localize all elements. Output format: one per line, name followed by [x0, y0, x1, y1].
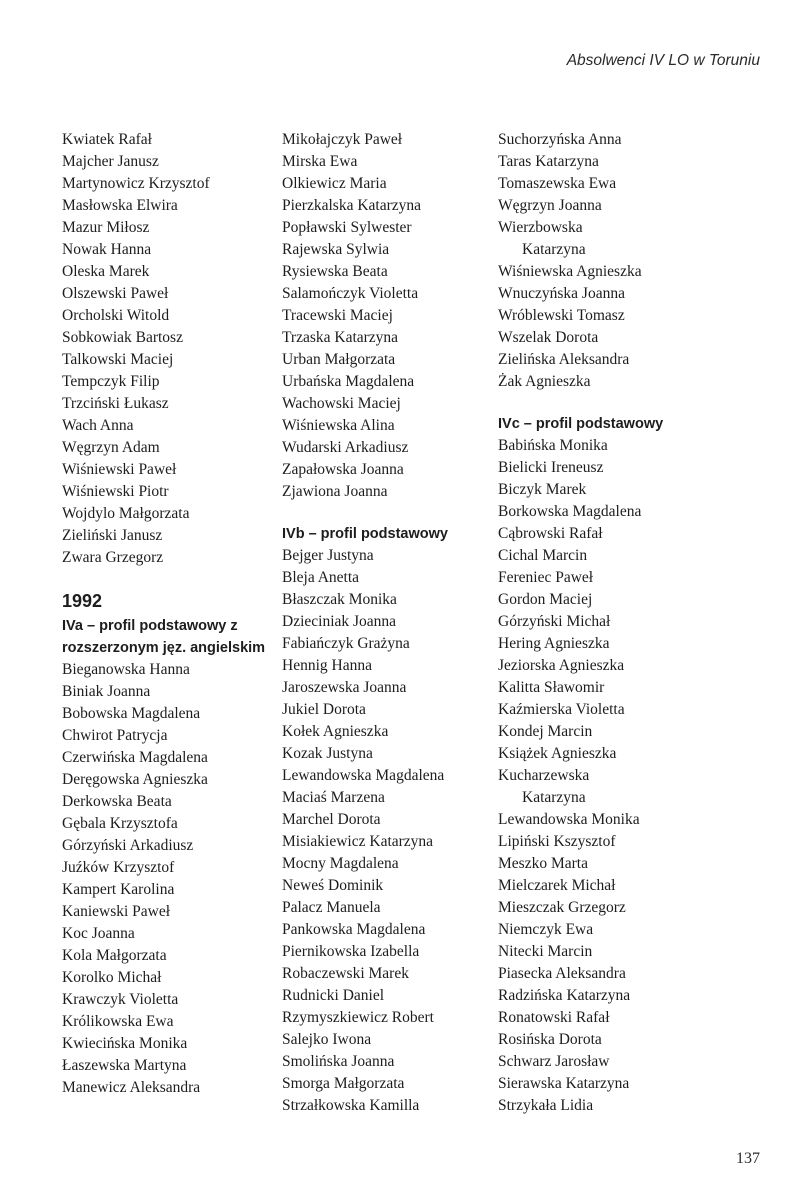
graduate-name: Bobowska Magdalena	[62, 705, 201, 722]
graduate-name: Orcholski Witold	[62, 307, 170, 324]
graduate-name: Sobkowiak Bartosz	[62, 329, 183, 346]
graduate-name: Kwiecińska Monika	[62, 1035, 188, 1052]
graduate-name: Kucharzewska	[498, 767, 590, 784]
graduate-name: Jaroszewska Joanna	[282, 679, 407, 696]
graduate-name: Palacz Manuela	[282, 899, 381, 916]
graduate-name: Bieganowska Hanna	[62, 661, 190, 678]
graduate-name: Gębala Krzysztofa	[62, 815, 178, 832]
graduate-name: Trzaska Katarzyna	[282, 329, 399, 346]
year-heading: 1992	[62, 591, 103, 611]
graduate-name: Misiakiewicz Katarzyna	[282, 833, 434, 850]
graduate-name: Korolko Michał	[62, 969, 162, 986]
graduate-name: Królikowska Ewa	[62, 1013, 174, 1030]
graduate-name: Kalitta Sławomir	[498, 679, 605, 696]
section-gap	[282, 503, 492, 523]
graduate-name: Zwara Grzegorz	[62, 549, 164, 566]
graduate-name: Mikołajczyk Paweł	[282, 131, 403, 148]
graduate-name: Kondej Marcin	[498, 723, 593, 740]
graduate-name: Derkowska Beata	[62, 793, 172, 810]
graduate-name: Mielczarek Michał	[498, 877, 616, 894]
graduate-name: Koc Joanna	[62, 925, 135, 942]
section-gap	[498, 393, 738, 413]
graduate-name: Piernikowska Izabella	[282, 943, 420, 960]
running-header: Absolwenci IV LO w Toruniu	[566, 52, 760, 69]
graduate-name: Kozak Justyna	[282, 745, 373, 762]
graduate-name: Rudnicki Daniel	[282, 987, 385, 1004]
graduate-name: Hennig Hanna	[282, 657, 372, 674]
graduate-name: Salejko Iwona	[282, 1031, 372, 1048]
graduate-name: Węgrzyn Adam	[62, 439, 160, 456]
graduate-name: Babińska Monika	[498, 437, 608, 454]
graduate-name: Strzałkowska Kamilla	[282, 1097, 420, 1114]
graduate-name: Pierzkalska Katarzyna	[282, 197, 422, 214]
graduate-name: Smolińska Joanna	[282, 1053, 395, 1070]
graduate-name: Lewandowska Monika	[498, 811, 640, 828]
graduate-name: Wiśniewska Alina	[282, 417, 395, 434]
graduate-name: Lipiński Kszysztof	[498, 833, 616, 850]
graduate-name: Cąbrowski Rafał	[498, 525, 603, 542]
column-1	[62, 129, 272, 1099]
graduate-name: Maciaś Marzena	[282, 789, 385, 806]
column-2	[282, 129, 492, 1117]
graduate-name: Bielicki Ireneusz	[498, 459, 604, 476]
column-3	[498, 129, 738, 1117]
graduate-name: Wróblewski Tomasz	[498, 307, 625, 324]
graduate-name: Cichal Marcin	[498, 547, 588, 564]
graduate-name: Sierawska Katarzyna	[498, 1075, 630, 1092]
graduate-name: Urbańska Magdalena	[282, 373, 415, 390]
graduate-name-continuation: Katarzyna	[522, 241, 586, 258]
graduate-name: Marchel Dorota	[282, 811, 381, 828]
graduate-name: Kola Małgorzata	[62, 947, 167, 964]
graduate-name: Gordon Maciej	[498, 591, 593, 608]
graduate-name: Trzciński Łukasz	[62, 395, 169, 412]
graduate-name: Mazur Miłosz	[62, 219, 150, 236]
class-heading: IVa – profil podstawowy z rozszerzonym jęz. angielskim	[62, 618, 266, 656]
graduate-name: Dzieciniak Joanna	[282, 613, 397, 630]
graduate-name: Tomaszewska Ewa	[498, 175, 617, 192]
graduate-name: Zielińska Aleksandra	[498, 351, 630, 368]
graduate-name: Zieliński Janusz	[62, 527, 163, 544]
graduate-name: Wiśniewska Agnieszka	[498, 263, 642, 280]
graduate-name: Rysiewska Beata	[282, 263, 388, 280]
graduate-name: Rosińska Dorota	[498, 1031, 602, 1048]
graduate-name: Kampert Karolina	[62, 881, 175, 898]
graduate-name: Juźków Krzysztof	[62, 859, 175, 876]
graduate-name: Tempczyk Filip	[62, 373, 160, 390]
graduate-name: Strzykała Lidia	[498, 1097, 594, 1114]
graduate-name: Wiśniewski Paweł	[62, 461, 177, 478]
graduate-name: Urban Małgorzata	[282, 351, 396, 368]
graduate-name: Radzińska Katarzyna	[498, 987, 631, 1004]
graduate-name: Wudarski Arkadiusz	[282, 439, 409, 456]
graduate-name: Zapałowska Joanna	[282, 461, 404, 478]
graduate-name: Majcher Janusz	[62, 153, 159, 170]
graduate-name: Masłowska Elwira	[62, 197, 178, 214]
graduate-name: Bleja Anetta	[282, 569, 360, 586]
graduate-name: Chwirot Patrycja	[62, 727, 168, 744]
graduate-name: Manewicz Aleksandra	[62, 1079, 201, 1096]
graduate-name: Tracewski Maciej	[282, 307, 393, 324]
graduate-name: Jukiel Dorota	[282, 701, 366, 718]
graduate-name: Wnuczyńska Joanna	[498, 285, 625, 302]
graduate-name: Nitecki Marcin	[498, 943, 593, 960]
graduate-name: Ronatowski Rafał	[498, 1009, 610, 1026]
graduate-name: Kwiatek Rafał	[62, 131, 152, 148]
graduate-name: Oleska Marek	[62, 263, 150, 280]
graduate-name: Książek Agnieszka	[498, 745, 617, 762]
graduate-name: Wach Anna	[62, 417, 134, 434]
graduate-name: Borkowska Magdalena	[498, 503, 642, 520]
graduate-name: Lewandowska Magdalena	[282, 767, 445, 784]
graduate-name: Fabiańczyk Grażyna	[282, 635, 410, 652]
graduate-name: Meszko Marta	[498, 855, 588, 872]
graduate-name: Bejger Justyna	[282, 547, 374, 564]
graduate-name-continuation: Katarzyna	[522, 789, 586, 806]
graduate-name: Schwarz Jarosław	[498, 1053, 610, 1070]
graduate-name: Suchorzyńska Anna	[498, 131, 622, 148]
graduate-name: Krawczyk Violetta	[62, 991, 179, 1008]
graduate-name: Rzymyszkiewicz Robert	[282, 1009, 434, 1026]
graduate-name: Wierzbowska	[498, 219, 583, 236]
graduate-name: Nowak Hanna	[62, 241, 152, 258]
graduate-name: Mieszczak Grzegorz	[498, 899, 626, 916]
graduate-name: Żak Agnieszka	[498, 373, 591, 390]
graduate-name: Biczyk Marek	[498, 481, 587, 498]
graduate-name: Błaszczak Monika	[282, 591, 397, 608]
graduate-name: Wachowski Maciej	[282, 395, 401, 412]
graduate-name: Mirska Ewa	[282, 153, 358, 170]
graduate-name: Kołek Agnieszka	[282, 723, 389, 740]
graduate-name: Łaszewska Martyna	[62, 1057, 187, 1074]
graduate-name: Kaniewski Paweł	[62, 903, 171, 920]
graduate-name: Olkiewicz Maria	[282, 175, 387, 192]
page-number: 137	[736, 1150, 760, 1167]
graduate-name: Popławski Sylwester	[282, 219, 412, 236]
graduate-name: Hering Agnieszka	[498, 635, 610, 652]
graduate-name: Salamończyk Violetta	[282, 285, 419, 302]
graduate-name: Neweś Dominik	[282, 877, 384, 894]
graduate-name: Wiśniewski Piotr	[62, 483, 169, 500]
graduate-name: Smorga Małgorzata	[282, 1075, 405, 1092]
graduate-name: Wojdylo Małgorzata	[62, 505, 190, 522]
graduate-name: Górzyński Arkadiusz	[62, 837, 194, 854]
graduate-name: Zjawiona Joanna	[282, 483, 388, 500]
graduate-name: Deręgowska Agnieszka	[62, 771, 208, 788]
graduate-name: Robaczewski Marek	[282, 965, 409, 982]
section-gap	[62, 569, 272, 589]
graduate-name: Martynowicz Krzysztof	[62, 175, 210, 192]
graduate-name: Biniak Joanna	[62, 683, 151, 700]
graduate-name: Talkowski Maciej	[62, 351, 174, 368]
class-heading: IVc – profil podstawowy	[498, 416, 664, 432]
graduate-name: Rajewska Sylwia	[282, 241, 390, 258]
graduate-name: Mocny Magdalena	[282, 855, 399, 872]
graduate-name: Jeziorska Agnieszka	[498, 657, 625, 674]
graduate-name: Piasecka Aleksandra	[498, 965, 626, 982]
graduate-name: Czerwińska Magdalena	[62, 749, 208, 766]
class-heading: IVb – profil podstawowy	[282, 526, 448, 542]
graduate-name: Wszelak Dorota	[498, 329, 599, 346]
graduate-name: Górzyński Michał	[498, 613, 611, 630]
graduate-name: Fereniec Paweł	[498, 569, 594, 586]
graduate-name: Pankowska Magdalena	[282, 921, 426, 938]
graduate-name: Olszewski Paweł	[62, 285, 169, 302]
graduate-name: Kaźmierska Violetta	[498, 701, 625, 718]
graduate-name: Taras Katarzyna	[498, 153, 599, 170]
graduate-name: Niemczyk Ewa	[498, 921, 594, 938]
graduate-name: Węgrzyn Joanna	[498, 197, 602, 214]
